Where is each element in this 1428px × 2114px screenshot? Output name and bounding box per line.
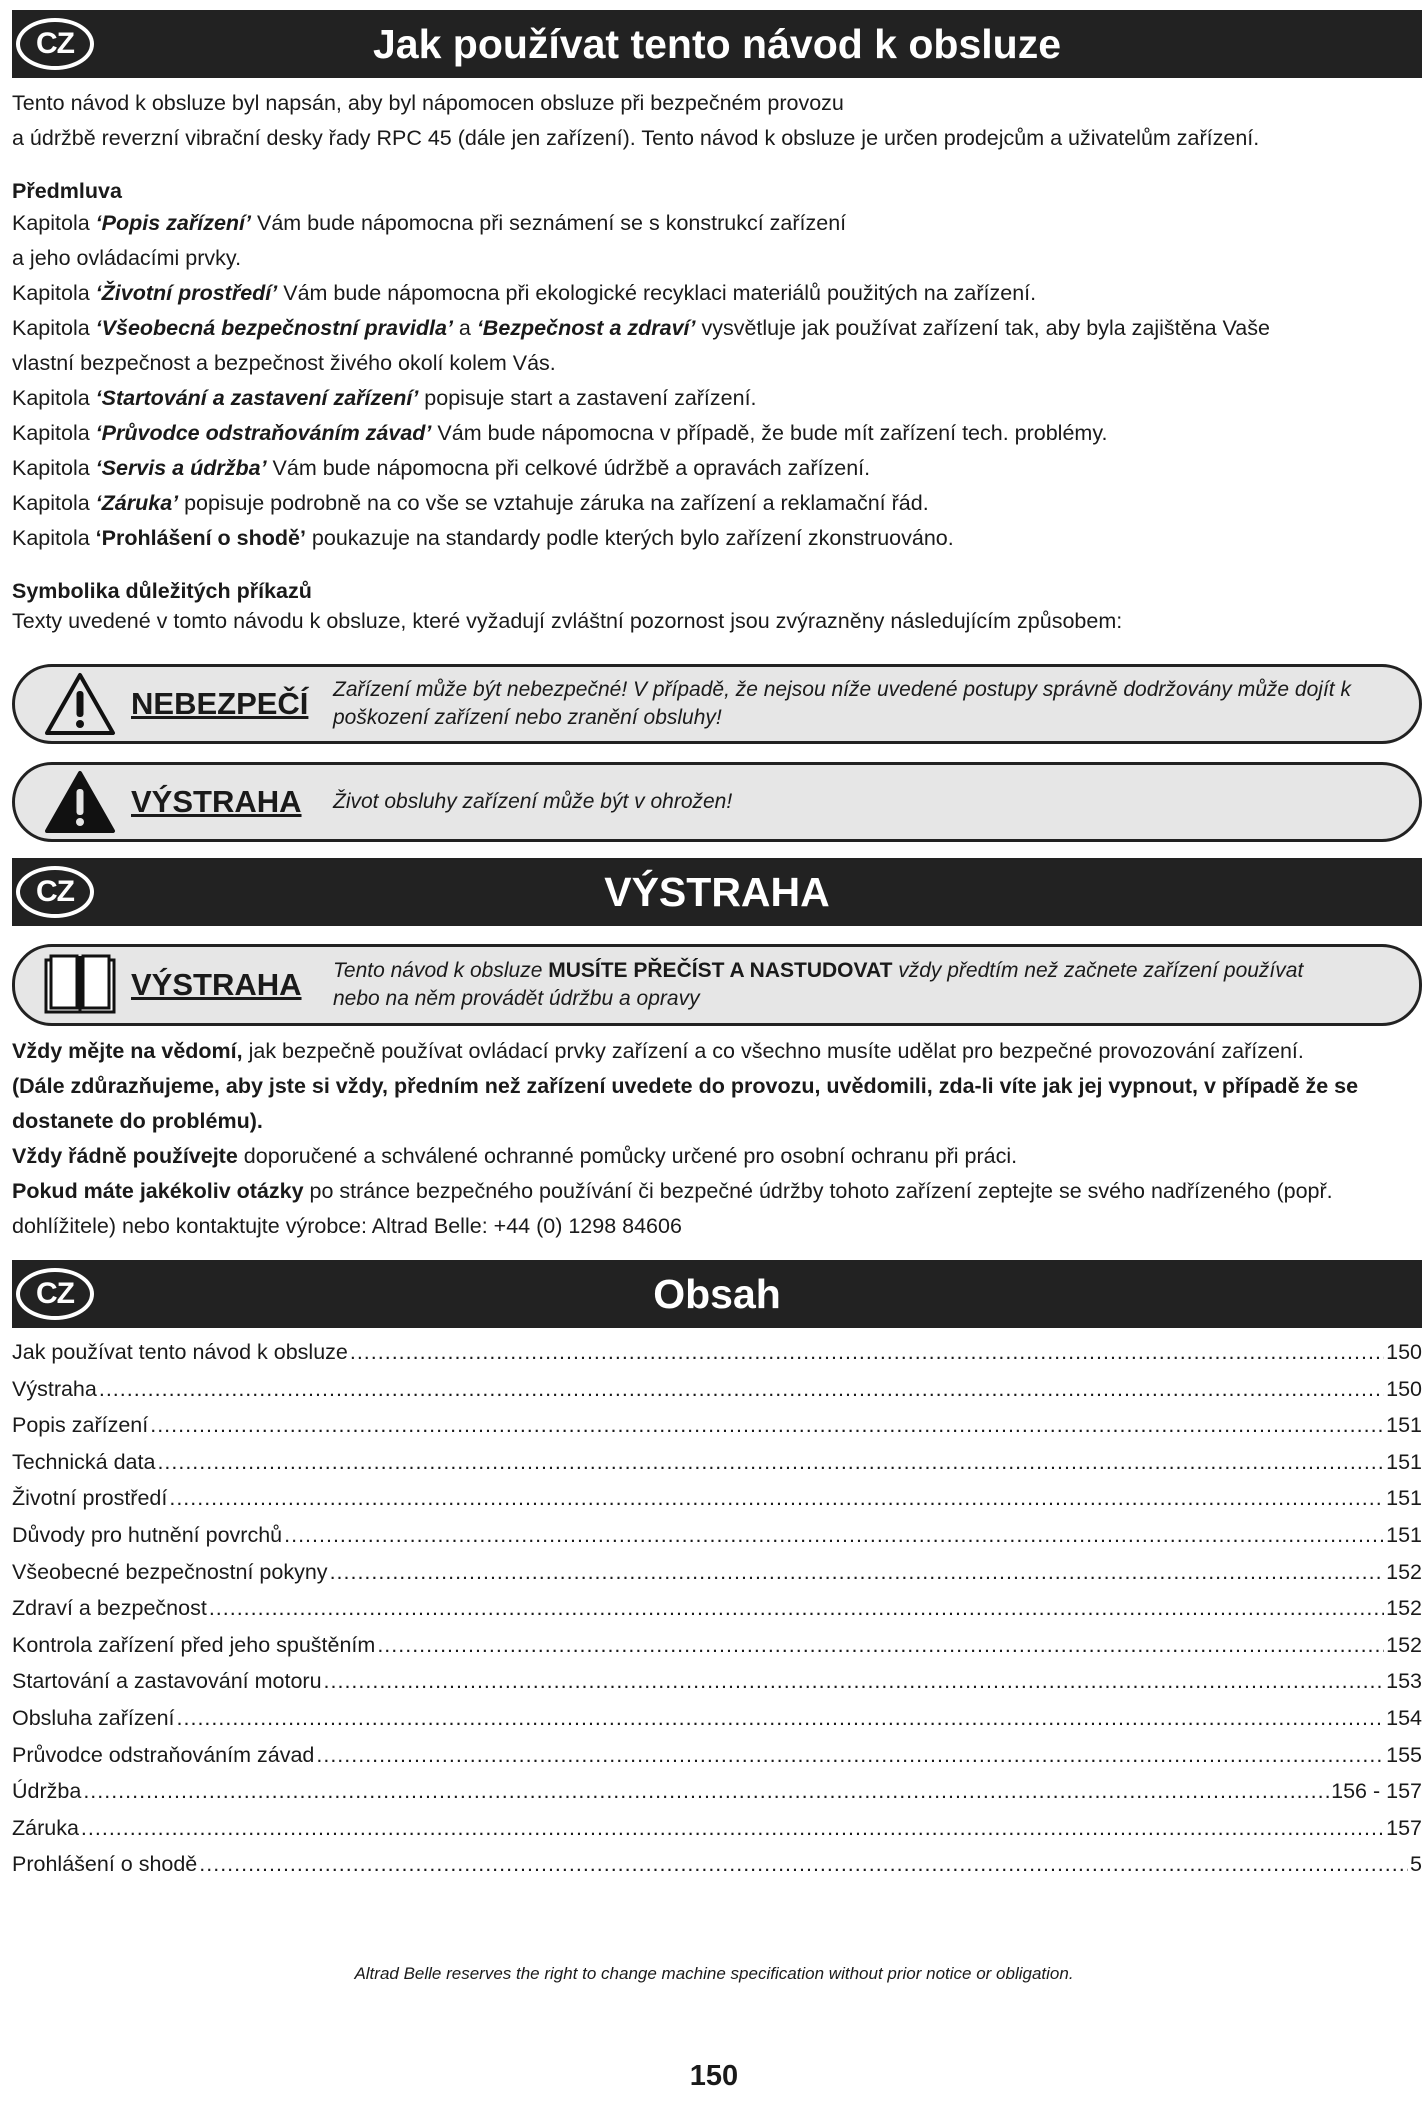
toc-entry[interactable] [12,1737,1422,1774]
warning-paragraph [12,1139,1422,1174]
section-title: Obsah [653,1270,781,1317]
preface-post: Vám bude nápomocna v případě, že bude mít zařízení tech. problémy. [431,421,1108,445]
preface-em2: ‘Bezpečnost a zdraví’ [476,316,696,340]
toc-leader-dots [157,1444,1384,1481]
toc-entry-page: 157 [1386,1815,1422,1840]
preface-post: popisuje start a zastavení zařízení. [418,386,757,410]
toc-entry-title: Výstraha [12,1376,97,1401]
danger-label: NEBEZPEČÍ [131,686,309,721]
warning-emphasis: Pokud máte jakékoliv otázky [12,1179,304,1203]
preface-pre: Kapitola [12,211,96,235]
hazard-triangle-outline-icon [43,671,117,737]
preface-em: ‘Startování a zastavení zařízení’ [95,386,419,410]
toc-leader-dots [284,1517,1384,1554]
toc-entry-title: Záruka [12,1815,79,1840]
preface-bold: ‘Prohlášení o shodě’ [95,526,306,550]
preface-line [12,206,1422,241]
preface-pre: Kapitola [12,316,96,340]
toc-leader-dots [150,1407,1384,1444]
toc-leader-dots [209,1590,1384,1627]
section-header-how-to-use [12,10,1422,78]
toc-entry-title: Průvodce odstraňováním závad [12,1742,315,1767]
preface-pre: Kapitola [12,526,96,550]
preface-post: Vám bude nápomocna při celkové údržbě a opravách zařízení. [266,456,871,480]
preface-pre: a jeho ovládacími prvky. [12,246,242,270]
manual-warning-text [333,957,1333,1013]
toc-entry[interactable] [12,1700,1422,1737]
preface-line [12,311,1422,346]
toc-entry[interactable] [12,1407,1422,1444]
toc-entry[interactable] [12,1371,1422,1408]
toc-entry-page: 151 [1386,1449,1422,1474]
toc-entry[interactable] [12,1517,1422,1554]
symbols-text: Texty uvedené v tomto návodu k obsluze, které vyžadují zvláštní pozornost jsou zvýrazněny následujícím způsobem: [12,609,1123,633]
preface-em: ‘Záruka’ [95,491,179,515]
symbols-heading: Symbolika důležitých příkazů [12,579,312,603]
toc-entry-page: 153 [1386,1669,1422,1694]
toc-leader-dots [169,1480,1384,1517]
preface-line [12,346,1422,381]
toc-entry-title: Údržba [12,1779,82,1804]
warning-paragraph [12,1174,1422,1244]
manual-warning-label: VÝSTRAHA [131,967,302,1002]
manual-text-bold: MUSÍTE PŘEČÍST A NASTUDOVAT [548,959,893,982]
section-title: VÝSTRAHA [604,868,830,915]
toc-entry[interactable] [12,1627,1422,1664]
intro-block [12,86,1422,156]
document-page [12,10,1422,1883]
warning-emphasis: Vždy řádně používejte [12,1144,238,1168]
toc-entry[interactable] [12,1773,1422,1810]
toc-entry[interactable] [12,1590,1422,1627]
toc-entry-title: Popis zařízení [12,1413,149,1438]
preface-em: ‘Průvodce odstraňováním závad’ [95,421,432,445]
warning-callout [12,762,1422,842]
toc-entry-title: Důvody pro hutnění povrchů [12,1522,283,1547]
table-of-contents [12,1334,1422,1883]
toc-entry[interactable] [12,1810,1422,1847]
warning-text: jak bezpečně používat ovládací prvky zařízení a co všechno musíte udělat pro bezpečné provozování zařízení. [242,1039,1304,1063]
warning-text: doporučené a schválené ochranné pomůcky určené pro osobní ochranu při práci. [237,1144,1018,1168]
preface-line [12,276,1422,311]
preface-line [12,486,1422,521]
toc-entry-page: 156 - 157 [1331,1779,1422,1804]
toc-entry-title: Všeobecné bezpečnostní pokyny [12,1559,328,1584]
warning-text: po stránce bezpečného používání či bezpečné údržby tohoto zařízení zeptejte se svého nadřízeného (popř. dohlížitele) nebo kontaktujte výrobce: Altrad Belle: +44 (0) 1298 84606 [12,1179,1333,1238]
preface-em: ‘Popis zařízení’ [95,211,251,235]
preface-em: ‘Životní prostředí’ [95,281,278,305]
toc-leader-dots [316,1737,1384,1774]
hazard-triangle-filled-icon [43,769,117,835]
preface-post: vysvětluje jak používat zařízení tak, aby byla zajištěna Vaše [695,316,1270,340]
intro-line: Tento návod k obsluze byl napsán, aby byl nápomocen obsluze při bezpečném provozu [12,91,844,115]
preface-list [12,206,1422,556]
preface-pre: vlastní bezpečnost a bezpečnost živého okolí kolem Vás. [12,351,556,375]
toc-entry[interactable] [12,1554,1422,1591]
toc-entry-page: 152 [1386,1596,1422,1621]
toc-entry-title: Jak používat tento návod k obsluze [12,1340,348,1364]
toc-entry-title: Prohlášení o shodě [12,1852,198,1877]
intro-line: a údržbě reverzní vibrační desky řady RPC 45 (dále jen zařízení). Tento návod k obsluze je určen prodejcům a uživatelům zařízení. [12,126,1260,150]
toc-entry[interactable] [12,1846,1422,1883]
warning-paragraph [12,1034,1422,1069]
preface-post: popisuje podrobně na co vše se vztahuje záruka na zařízení a reklamační řád. [178,491,929,515]
preface-post: Vám bude nápomocna při seznámení se s konstrukcí zařízení [251,211,847,235]
cz-language-badge: CZ [16,1268,94,1320]
preface-line [12,381,1422,416]
toc-leader-dots [350,1334,1384,1371]
preface-mid: a [452,316,477,340]
section-title: Jak používat tento návod k obsluze [372,20,1061,67]
preface-em: ‘Všeobecná bezpečnostní pravidla’ [95,316,453,340]
toc-entry-page: 152 [1386,1632,1422,1657]
open-book-icon [43,952,117,1018]
toc-entry-title: Technická data [12,1449,156,1474]
toc-entry[interactable] [12,1444,1422,1481]
toc-leader-dots [83,1773,1329,1810]
toc-entry-title: Zdraví a bezpečnost [12,1596,207,1621]
warning-emphasis: Vždy mějte na vědomí, [12,1039,243,1063]
toc-entry-page: 151 [1386,1522,1422,1547]
section-header-contents [12,1260,1422,1328]
preface-post: Vám bude nápomocna při ekologické recyklaci materiálů použitých na zařízení. [277,281,1037,305]
preface-pre: Kapitola [12,421,96,445]
toc-leader-dots [177,1700,1385,1737]
toc-entry[interactable] [12,1334,1422,1371]
preface-pre: Kapitola [12,386,96,410]
warning-label: VÝSTRAHA [131,784,302,819]
danger-text: Zařízení může být nebezpečné! V případě, že nejsou níže uvedené postupy správně dodržovány může dojít k poškození zařízení nebo zranění obsluhy! [333,678,1351,729]
preface-pre: Kapitola [12,491,96,515]
preface-line [12,416,1422,451]
toc-entry-page: 154 [1386,1705,1422,1730]
toc-leader-dots [377,1627,1384,1664]
toc-entry-page: 151 [1386,1413,1422,1438]
disclaimer-note: Altrad Belle reserves the right to change machine specification without prior notice or obligation. [354,1964,1074,1983]
toc-entry-title: Obsluha zařízení [12,1705,175,1730]
preface-line [12,451,1422,486]
manual-text-post: vždy předtím než začnete zařízení používat nebo na něm provádět údržbu a opravy [333,959,1304,1010]
toc-entry-title: Kontrola zařízení před jeho spuštěním [12,1632,376,1657]
danger-callout [12,664,1422,744]
section-header-warning [12,858,1422,926]
toc-entry-page: 151 [1386,1486,1422,1511]
preface-heading: Předmluva [12,179,122,203]
toc-entry[interactable] [12,1480,1422,1517]
cz-language-badge: CZ [16,18,94,70]
read-manual-callout [12,944,1422,1026]
toc-entry-page: 150 [1386,1376,1422,1401]
manual-text-pre: Tento návod k obsluze [333,959,549,982]
cz-language-badge: CZ [16,866,94,918]
preface-post: poukazuje na standardy podle kterých bylo zařízení zkonstruováno. [305,526,954,550]
toc-entry-title: Startování a zastavování motoru [12,1669,322,1694]
toc-entry-page: 152 [1386,1559,1422,1584]
warning-paragraph: (Dále zdůrazňujeme, aby jste si vždy, předním než zařízení uvedete do provozu, uvědomili, zda-li víte jak jej vypnout, v případě že se dostanete do problému). [12,1074,1359,1133]
toc-leader-dots [324,1663,1385,1700]
preface-pre: Kapitola [12,281,96,305]
page-number: 150 [689,2060,739,2092]
toc-leader-dots [199,1846,1408,1883]
preface-pre: Kapitola [12,456,96,480]
preface-em: ‘Servis a údržba’ [95,456,267,480]
warning-text: Život obsluhy zařízení může být v ohrožen! [333,790,733,813]
toc-leader-dots [330,1554,1385,1591]
preface-line [12,241,1422,276]
warnings-block [12,1034,1422,1244]
toc-leader-dots [81,1810,1384,1847]
toc-leader-dots [99,1371,1384,1408]
toc-entry-page: 155 [1386,1742,1422,1767]
preface-line [12,521,1422,556]
toc-entry[interactable] [12,1663,1422,1700]
toc-entry-page: 5 [1410,1852,1422,1877]
toc-entry-title: Životní prostředí [12,1486,168,1511]
toc-entry-page: 150 [1386,1340,1422,1364]
